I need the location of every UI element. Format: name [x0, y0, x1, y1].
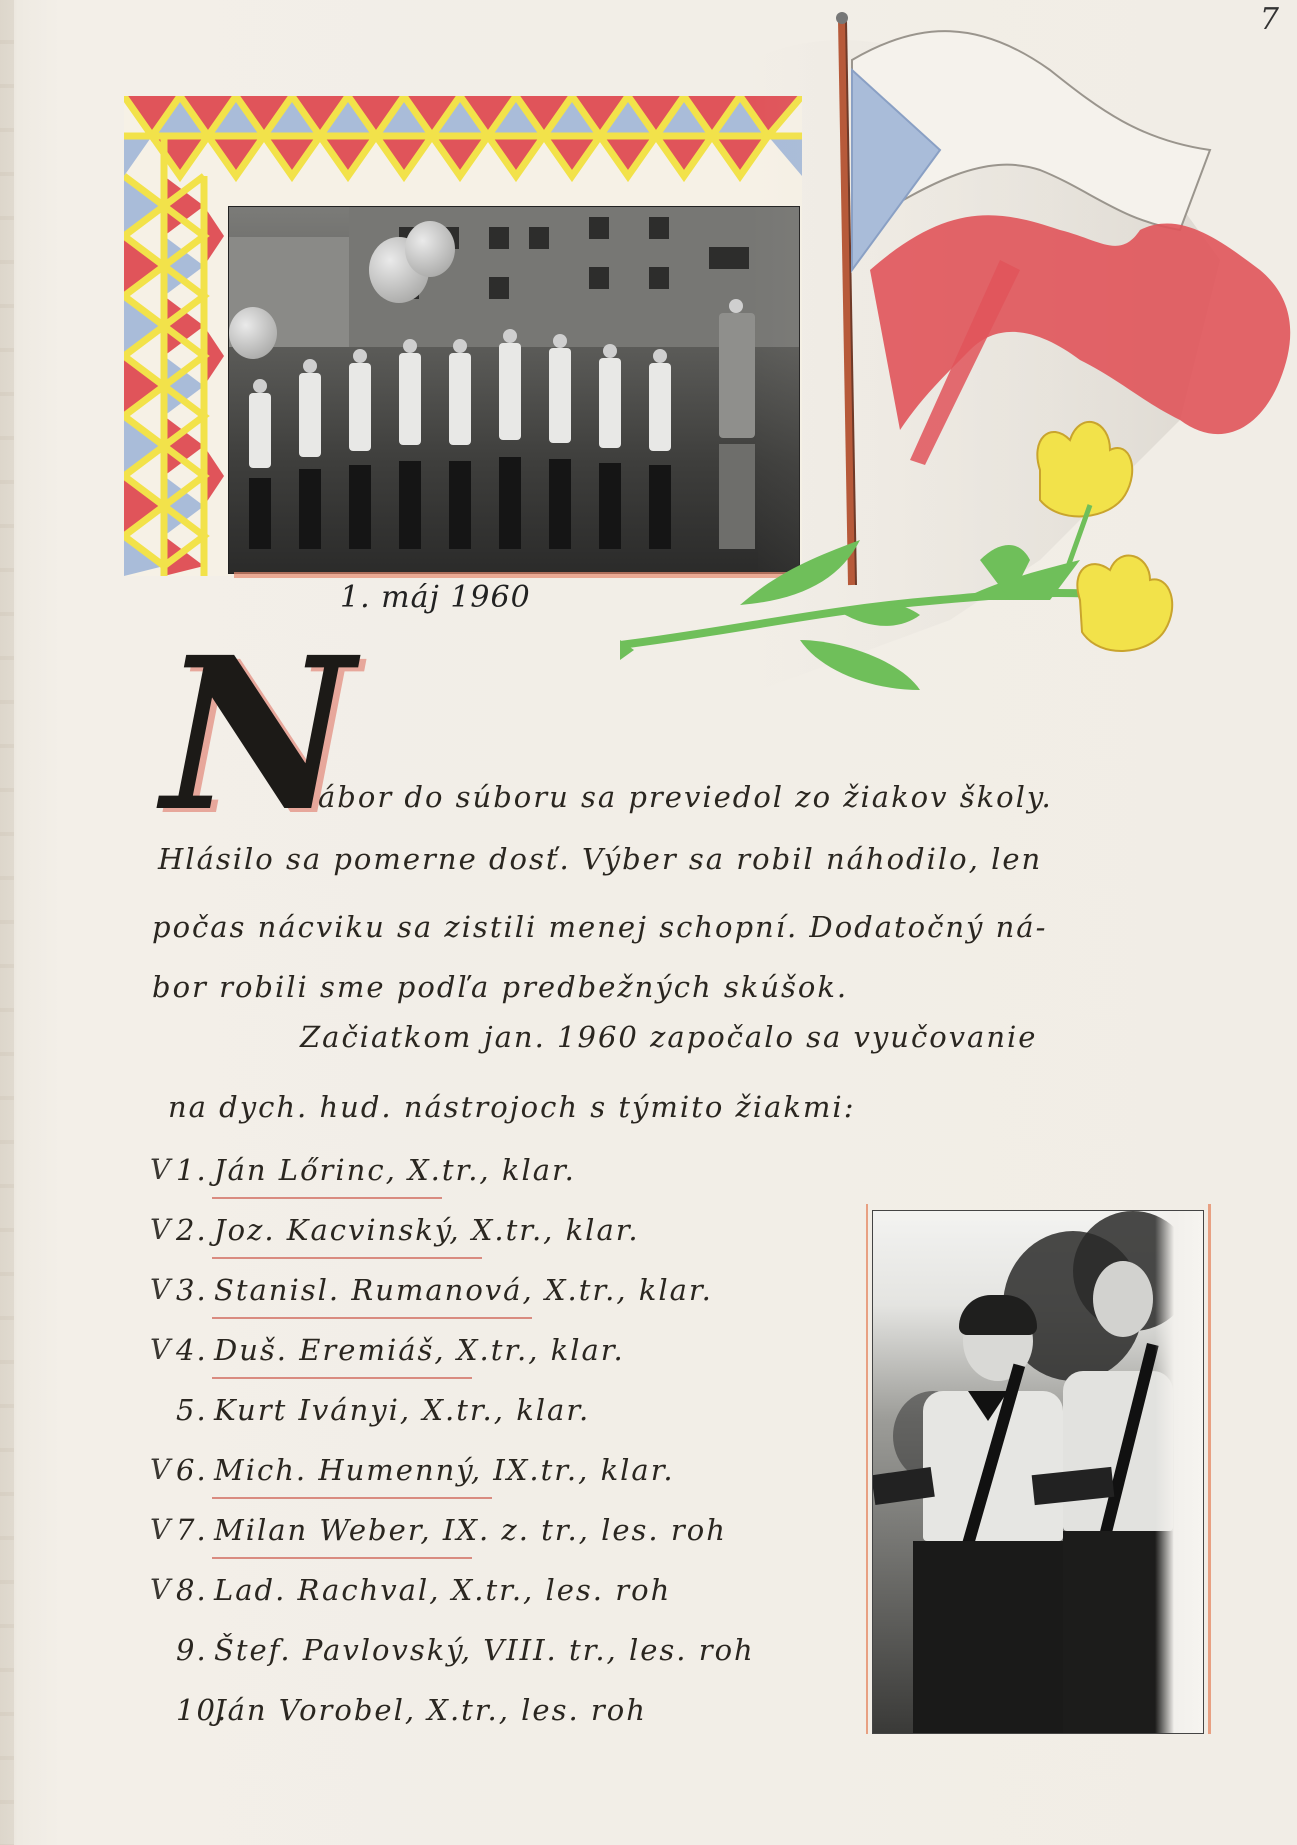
student-entry: Ján Vorobel, X.tr., les. roh: [214, 1693, 647, 1727]
list-number: 8.: [176, 1573, 208, 1607]
list-item: [150, 1265, 840, 1325]
paragraph-line-5: Začiatkom jan. 1960 započalo sa vyučovanie: [300, 1020, 1038, 1054]
student-entry: Duš. Eremiáš, X.tr., klar.: [214, 1333, 625, 1367]
paragraph-line-3: počas nácviku sa zistili menej schopní. Dodatočný ná-: [152, 910, 1048, 944]
list-item: [150, 1505, 840, 1565]
torn-edge: [1155, 1211, 1203, 1733]
student-entry: Stanisl. Rumanová, X.tr., klar.: [214, 1273, 713, 1307]
check-mark: V: [150, 1453, 173, 1486]
photo-caption: 1. máj 1960: [340, 580, 531, 615]
underline: [212, 1197, 442, 1199]
list-number: 10.: [176, 1693, 229, 1727]
list-item: [150, 1385, 840, 1445]
student-entry: Milan Weber, IX. z. tr., les. roh: [214, 1513, 727, 1547]
list-item: [150, 1685, 840, 1745]
underline: [212, 1377, 472, 1379]
check-mark: V: [150, 1573, 173, 1606]
decorative-initial: N: [162, 611, 354, 858]
check-mark: V: [150, 1273, 173, 1306]
list-item: [150, 1145, 840, 1205]
check-mark: V: [150, 1333, 173, 1366]
list-item: [150, 1445, 840, 1505]
student-entry: Joz. Kacvinský, X.tr., klar.: [214, 1213, 640, 1247]
student-entry: Kurt Iványi, X.tr., klar.: [214, 1393, 591, 1427]
paragraph-line-1: ábor do súboru sa previedol zo žiakov školy.: [318, 780, 1053, 814]
list-item: [150, 1625, 840, 1685]
list-number: 1.: [176, 1153, 208, 1187]
list-number: 7.: [176, 1513, 208, 1547]
page-number: 7: [1259, 2, 1279, 37]
clarinet-player: [913, 1301, 1063, 1733]
list-item: [150, 1565, 840, 1625]
list-item: [150, 1205, 840, 1265]
underline: [212, 1317, 532, 1319]
list-item: [150, 1325, 840, 1385]
student-entry: Ján Lőrinc, X.tr., klar.: [214, 1153, 576, 1187]
list-number: 9.: [176, 1633, 208, 1667]
list-number: 3.: [176, 1273, 208, 1307]
page-binding: [0, 0, 14, 1845]
flag-flower-drawing: [620, 0, 1297, 700]
student-entry: Lad. Rachval, X.tr., les. roh: [214, 1573, 672, 1607]
underline: [212, 1557, 472, 1559]
check-mark: V: [150, 1153, 173, 1186]
paragraph-line-2: Hlásilo sa pomerne dosť. Výber sa robil náhodilo, len: [158, 842, 1043, 876]
balloon: [405, 221, 455, 277]
student-entry: Mich. Humenný, IX.tr., klar.: [214, 1453, 675, 1487]
check-mark: V: [150, 1513, 173, 1546]
underline: [212, 1257, 482, 1259]
list-number: 6.: [176, 1453, 208, 1487]
underline: [212, 1497, 492, 1499]
student-list: [150, 1145, 840, 1745]
balloon: [229, 307, 277, 359]
paragraph-line-6: na dych. hud. nástrojoch s týmito žiakmi:: [168, 1090, 856, 1124]
student-entry: Štef. Pavlovský, VIII. tr., les. roh: [214, 1633, 755, 1667]
list-number: 2.: [176, 1213, 208, 1247]
list-number: 5.: [176, 1393, 208, 1427]
paragraph-line-4: bor robili sme podľa predbežných skúšok.: [152, 970, 849, 1004]
list-number: 4.: [176, 1333, 208, 1367]
clarinet-players-photo: [872, 1210, 1204, 1734]
check-mark: V: [150, 1213, 173, 1246]
